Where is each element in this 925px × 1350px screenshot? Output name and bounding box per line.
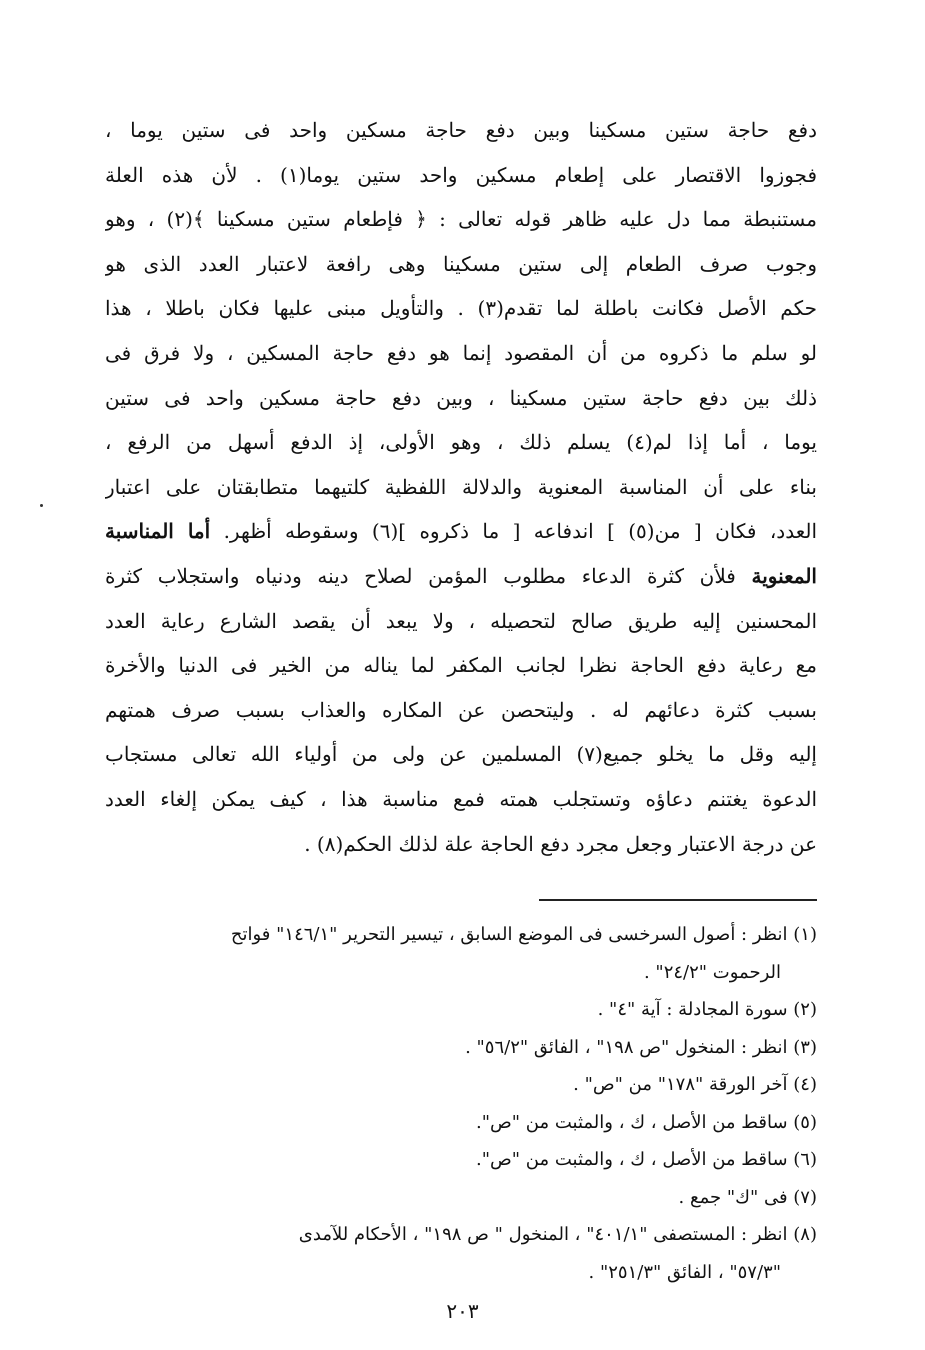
text-line-12: المحسنين إليه طريق صالح لتحصيله ، ولا يبعد أن يقصد الشارع رعاية العدد [105, 608, 817, 633]
text-line-11-main: فلأن كثرة الدعاء مطلوب المؤمن لصلاح دينه ودنياه واستجلاب كثرة [105, 563, 736, 588]
text-line-11 [105, 554, 817, 599]
footnote-6: (٦) ساقط من الأصل ، ك ، والمثبت من "ص". [476, 1149, 817, 1170]
bold-heading-part-2: المعنوية [751, 563, 817, 588]
footnote-4: (٤) آخر الورقة "١٧٨" من "ص" . [573, 1074, 817, 1095]
text-line-17: عن درجة الاعتبار وجعل مجرد دفع الحاجة علة لذلك الحكم(٨) . [304, 831, 817, 856]
footnote-1: (١) انظر : أصول السرخسى فى الموضع السابق ، تيسير التحرير "١٤٦/١" فواتح [230, 924, 817, 945]
text-line-3: مستنبطة مما دل عليه ظاهر قوله تعالى : ﴿ فإطعام ستين مسكينا ﴾(٢) ، وهو [105, 207, 817, 232]
main-text [105, 108, 817, 866]
footnote-2: (٢) سورة المجادلة : آية "٤" . [597, 999, 817, 1020]
text-line-6: لو سلم ما ذكروه من أن المقصود إنما هو دفع حاجة المسكين ، ولا فرق فى [105, 340, 817, 365]
footnote-7: (٧) فى "ك" جمع . [678, 1186, 817, 1208]
footnote-8: (٨) انظر : المستصفى "٤٠١/١" ، المنخول " ص ١٩٨" ، الأحكام للآمدى [298, 1224, 817, 1245]
text-line-8: يوما ، أما إذا لم(٤) يسلم ذلك ، وهو الأولى، إذ الدفع أسهل من الرفع ، [105, 430, 817, 455]
text-line-4: وجوب صرف الطعام إلى ستين مسكينا وهى رافعة لاعتبار العدد الذى هو [105, 251, 817, 276]
text-line-1: دفع حاجة ستين مسكينا وبين دفع حاجة مسكين واحد فى ستين يوما ، [105, 118, 817, 142]
page-number: ٢٠٣ [446, 1299, 479, 1323]
text-line-7: ذلك بين دفع حاجة ستين مسكينا ، وبين دفع حاجة مسكين واحد فى ستين [105, 385, 817, 410]
text-line-9: بناء على أن المناسبة المعنوية والدلالة اللفظية كلتيهما متطابقتان على اعتبار [105, 474, 817, 499]
text-line-2: فجوزوا الاقتصار على إطعام مسكين واحد ستين يوما(١) . لأن هذه العلة [105, 162, 817, 187]
scan-speck [40, 504, 43, 507]
text-line-10 [105, 509, 817, 554]
text-line-10-main: العدد، فكان [ من(٥) ] اندفاعه [ ما ذكروه ](٦) وسقوطه أظهر. [223, 519, 817, 544]
footnote-separator [539, 899, 817, 901]
text-line-15: إليه وقل ما يخلو جميع(٧) المسلمين عن ولى من أولياء الله تعالى مستجاب [105, 742, 817, 767]
footnote-8-continued: "٥٧/٣" ، الفائق "٢٥١/٣" . [588, 1261, 781, 1283]
footnote-3: (٣) انظر : المنخول "ص ١٩٨" ، الفائق "٥٦/٢" . [465, 1036, 817, 1058]
text-line-16: الدعوة يغتنم دعاؤه وتستجلب همته فمع مناسبة هذا ، كيف يمكن إلغاء العدد [105, 786, 817, 811]
text-line-13: مع رعاية دفع الحاجة نظرا لجانب المكفر لما يناله من الخير فى الدنيا والأخرة [105, 653, 817, 678]
bold-heading-part-1: أما المناسبة [105, 519, 211, 544]
footnote-1-continued: الرحموت "٢٤/٢" . [643, 961, 781, 983]
text-line-14: بسبب كثرة دعائهم له . وليتحصن عن المكاره والعذاب بسبب صرف همتهم [105, 697, 817, 722]
text-line-5: حكم الأصل فكانت باطلة لما تقدم(٣) . والتأويل مبنى عليها فكان باطلا ، هذا [105, 296, 817, 321]
footnotes [105, 916, 817, 1291]
footnote-5: (٥) ساقط من الأصل ، ك ، والمثبت من "ص". [476, 1111, 817, 1133]
